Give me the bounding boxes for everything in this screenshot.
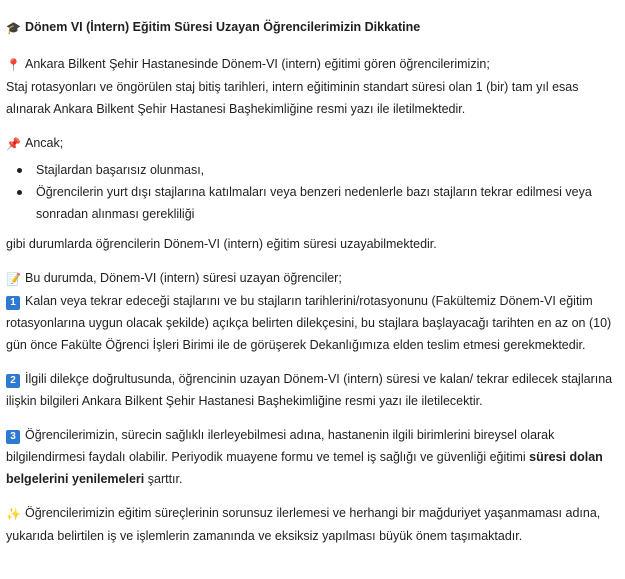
list-item: Öğrencilerin yurt dışı stajlarına katılmaları veya benzeri nedenlerle bazı stajların tekrar edilmesi veya sonradan alınması gerekliliği bbox=[36, 181, 615, 225]
list-item: Stajlardan başarısız olunması, bbox=[36, 159, 615, 181]
pushpin-icon: 📌 bbox=[6, 137, 21, 151]
step-3-emphasis: süresi dolan belgelerini yenilemeleri bbox=[6, 450, 603, 486]
sparkles-icon: ✨ bbox=[6, 507, 21, 521]
graduation-cap-icon: 🎓 bbox=[6, 21, 21, 35]
memo-icon: 📝 bbox=[6, 272, 21, 286]
step-3: 3 Öğrencilerimizin, sürecin sağlıklı ilerleyebilmesi adına, hastanenin ilgili birimlerini bireysel olarak bilgilendirmesi faydalı olabilir. Periyodik muayene formu ve temel iş sağlığı ve güvenliği eğitimi süresi dolan belgelerini yenilemeleri şarttır. bbox=[6, 428, 603, 486]
however-closing: gibi durumlarda öğrencilerin Dönem-VI (intern) eğitim süresi uzayabilmektedir. bbox=[6, 237, 437, 251]
intro-paragraph: Staj rotasyonları ve öngörülen staj bitiş tarihleri, intern eğitiminin standart süresi olan 1 (bir) tam yıl esas alınarak Ankara Bilkent Şehir Hastanesi Başhekimliğine resmi yazı ile iletilmektedir. bbox=[6, 80, 579, 116]
however-label: 📌 Ancak; bbox=[6, 132, 615, 155]
step-1-number-badge: 1 bbox=[6, 296, 20, 310]
case-label: 📝 Bu durumda, Dönem-VI (intern) süresi uzayan öğrenciler; bbox=[6, 267, 615, 290]
step-1: 1 Kalan veya tekrar edeceği stajlarını ve bu stajların tarihlerini/rotasyonunu (Fakültemiz Dönem-VI eğitim rotasyonlarına uygun olacak şekilde) açıkça belirten dilekçesini, bu stajlara başlayacağı tarihten en az on (10) gün önce Fakülte Öğrenci İşleri Birimi ile de görüşerek Dekanlığımıza elden teslim etmesi gerekmektedir. bbox=[6, 294, 612, 352]
step-3-number-badge: 3 bbox=[6, 430, 20, 444]
round-pushpin-icon: 📍 bbox=[6, 58, 21, 72]
step-2-number-badge: 2 bbox=[6, 374, 20, 388]
step-2: 2 İlgili dilekçe doğrultusunda, öğrencinin uzayan Dönem-VI (intern) süresi ve kalan/ tekrar edilecek stajlarına ilişkin bilgileri Ankara Bilkent Şehir Hastanesi Başhekimliğine resmi yazı ile iletilecektir. bbox=[6, 372, 613, 408]
final-note: ✨ Öğrencilerimizin eğitim süreçlerinin sorunsuz ilerlemesi ve herhangi bir mağduriyet yaşanmaması adına, yukarıda belirtilen iş ve işlemlerin zamanında ve eksiksiz yapılması büyük önem taşımaktadır. bbox=[6, 502, 615, 547]
reasons-list bbox=[6, 159, 615, 225]
intro-line: 📍 Ankara Bilkent Şehir Hastanesinde Dönem-VI (intern) eğitimi gören öğrencilerimizin; bbox=[6, 53, 615, 76]
announcement-title: 🎓 Dönem VI (İntern) Eğitim Süresi Uzayan Öğrencilerimizin Dikkatine bbox=[6, 16, 615, 39]
